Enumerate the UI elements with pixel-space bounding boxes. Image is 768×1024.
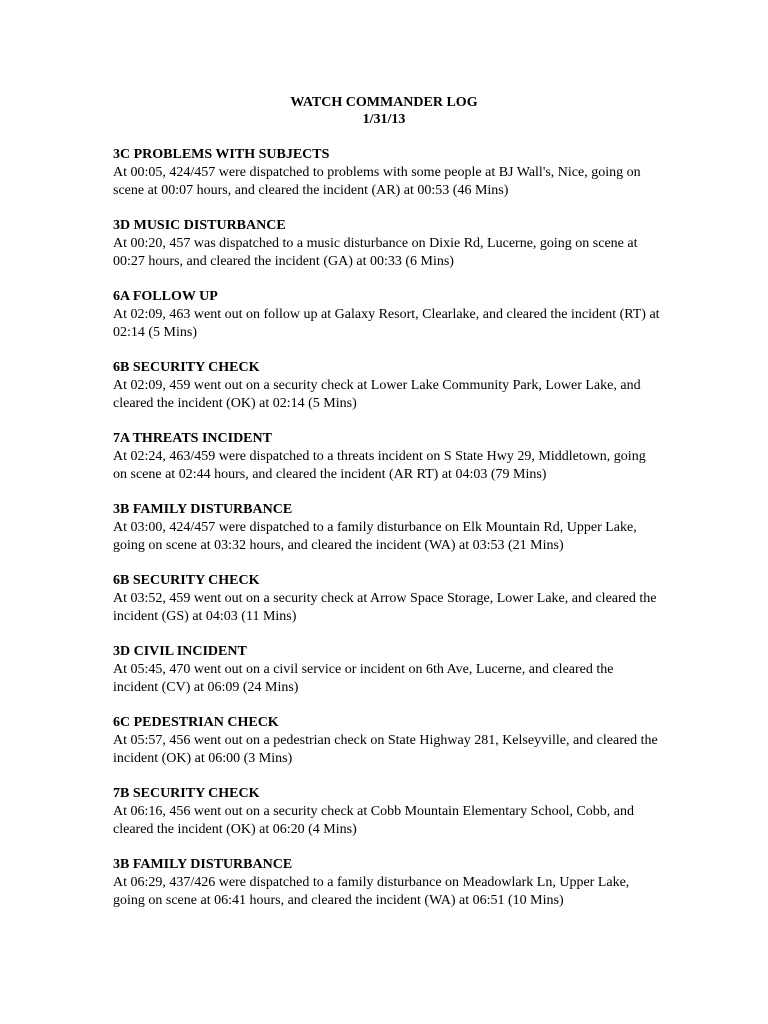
log-entry-text: At 05:57, 456 went out on a pedestrian check on State Highway 281, Kelseyville, and cleared the incident (OK) at 06:00 (3 Mins) [113,733,658,766]
log-entries [113,146,661,927]
log-entry [113,430,661,501]
log-entry [113,643,661,714]
log-entry-title: 7B SECURITY CHECK [113,786,260,801]
log-entry-title: 3B FAMILY DISTURBANCE [113,857,293,872]
log-entry [113,785,661,856]
log-entry-text: At 03:52, 459 went out on a security check at Arrow Space Storage, Lower Lake, and cleared the incident (GS) at 04:03 (11 Mins) [113,591,657,624]
log-entry [113,572,661,643]
log-entry [113,217,661,288]
log-entry-text: At 06:29, 437/426 were dispatched to a family disturbance on Meadowlark Ln, Upper Lake, going on scene at 06:41 hours, and cleared the incident (WA) at 06:51 (10 Mins) [113,875,630,908]
log-entry-text: At 02:09, 463 went out on follow up at Galaxy Resort, Clearlake, and cleared the incident (RT) at 02:14 (5 Mins) [113,307,660,340]
log-entry-title: 6B SECURITY CHECK [113,360,260,375]
log-entry-text: At 00:05, 424/457 were dispatched to problems with some people at BJ Wall's, Nice, going on scene at 00:07 hours, and cleared the incident (AR) at 00:53 (46 Mins) [113,165,641,198]
document-title: WATCH COMMANDER LOG [290,95,478,110]
log-entry [113,146,661,217]
log-entry-title: 3C PROBLEMS WITH SUBJECTS [113,147,330,162]
log-entry-title: 3B FAMILY DISTURBANCE [113,502,293,517]
log-entry [113,359,661,430]
log-entry-title: 6A FOLLOW UP [113,289,218,304]
document-header [0,94,768,128]
log-entry [113,501,661,572]
log-entry-text: At 03:00, 424/457 were dispatched to a family disturbance on Elk Mountain Rd, Upper Lake, going on scene at 03:32 hours, and cleared the incident (WA) at 03:53 (21 Mins) [113,520,637,553]
log-entry-title: 6C PEDESTRIAN CHECK [113,715,279,730]
log-entry-title: 3D CIVIL INCIDENT [113,644,247,659]
log-entry-text: At 00:20, 457 was dispatched to a music disturbance on Dixie Rd, Lucerne, going on scene at 00:27 hours, and cleared the incident (GA) at 00:33 (6 Mins) [113,236,638,269]
log-entry-title: 6B SECURITY CHECK [113,573,260,588]
log-entry-text: At 05:45, 470 went out on a civil service or incident on 6th Ave, Lucerne, and cleared the incident (CV) at 06:09 (24 Mins) [113,662,614,695]
log-entry-text: At 02:09, 459 went out on a security check at Lower Lake Community Park, Lower Lake, and cleared the incident (OK) at 02:14 (5 Mins) [113,378,641,411]
log-entry [113,288,661,359]
log-entry [113,714,661,785]
document-date: 1/31/13 [362,112,406,127]
log-entry [113,856,661,927]
log-entry-text: At 02:24, 463/459 were dispatched to a threats incident on S State Hwy 29, Middletown, going on scene at 02:44 hours, and cleared the incident (AR RT) at 04:03 (79 Mins) [113,449,646,482]
log-entry-title: 3D MUSIC DISTURBANCE [113,218,286,233]
log-entry-title: 7A THREATS INCIDENT [113,431,272,446]
log-entry-text: At 06:16, 456 went out on a security check at Cobb Mountain Elementary School, Cobb, and cleared the incident (OK) at 06:20 (4 Mins) [113,804,635,837]
